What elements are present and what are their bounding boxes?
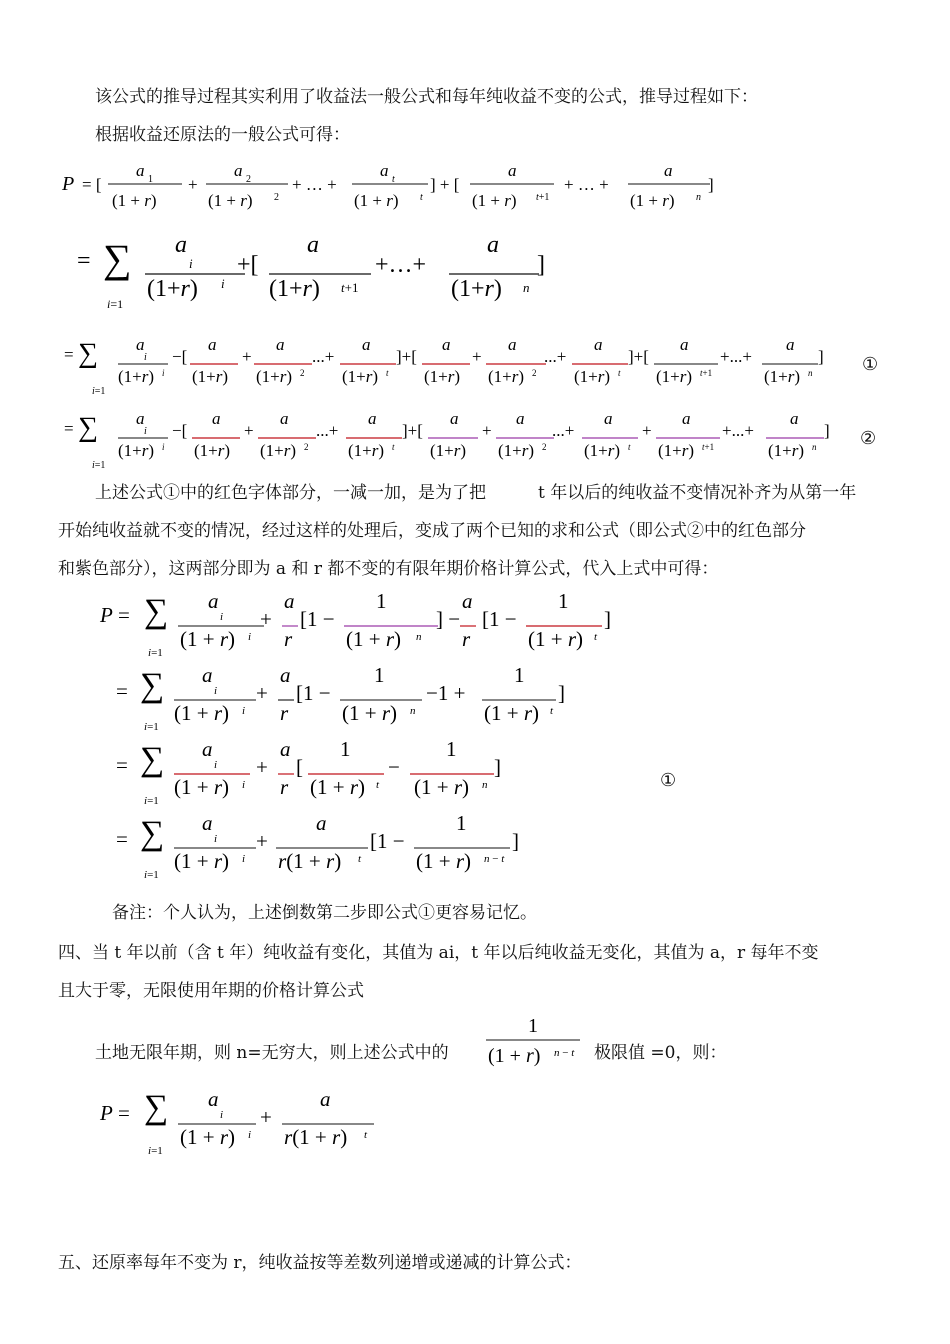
svg-text:a: a — [307, 232, 319, 258]
svg-text:1: 1 — [528, 1015, 538, 1037]
svg-text:i: i — [144, 426, 147, 437]
svg-text:]+[: ]+[ — [402, 421, 423, 440]
svg-text:a: a — [682, 409, 691, 428]
svg-text:(1+r): (1+r) — [451, 276, 502, 302]
marker-circle-1: ① — [862, 354, 879, 375]
paragraph-note: 备注：个人认为，上述倒数第二步即公式①更容易记忆。 — [112, 903, 537, 923]
svg-text:n: n — [808, 368, 813, 378]
svg-text:a: a — [316, 811, 327, 835]
svg-text:a: a — [462, 589, 473, 613]
section-4-limit-text-post: 极限值 =0，则： — [594, 1043, 727, 1063]
svg-text:]+[: ]+[ — [628, 347, 649, 366]
svg-text:a: a — [594, 335, 603, 354]
svg-text:n − t: n − t — [484, 853, 505, 865]
svg-text:(1 + r): (1 + r) — [112, 191, 157, 210]
svg-text:t: t — [628, 442, 631, 452]
svg-text:(1 + r): (1 + r) — [488, 1045, 541, 1067]
svg-text:a: a — [212, 409, 221, 428]
svg-text:a: a — [790, 409, 799, 428]
svg-text:a: a — [202, 663, 213, 687]
svg-text:2: 2 — [532, 368, 537, 378]
svg-text:2: 2 — [542, 442, 547, 452]
svg-text:a: a — [136, 335, 145, 354]
svg-text:(1 + r): (1 + r) — [414, 775, 470, 799]
svg-text:=: = — [118, 1101, 130, 1125]
paragraph-intro: 该公式的推导过程其实利用了收益法一般公式和每年纯收益不变的公式，推导过程如下： — [95, 87, 758, 107]
svg-text:(1+r): (1+r) — [118, 441, 155, 460]
svg-text:+ … +: + … + — [292, 175, 337, 194]
svg-text:+: + — [244, 421, 254, 440]
svg-text:a: a — [442, 335, 451, 354]
svg-text:∑: ∑ — [140, 815, 165, 852]
svg-text:t+1: t+1 — [700, 368, 713, 378]
svg-text:i: i — [162, 442, 165, 452]
svg-text:a: a — [362, 335, 371, 354]
svg-text:[1 −: [1 − — [300, 607, 335, 631]
svg-text:t: t — [358, 853, 362, 865]
svg-text:]: ] — [537, 252, 545, 278]
svg-text:r(1 + r): r(1 + r) — [284, 1125, 348, 1149]
svg-text:] + [: ] + [ — [430, 175, 460, 194]
svg-text:r(1 + r): r(1 + r) — [278, 849, 342, 873]
svg-text:i: i — [214, 833, 218, 845]
svg-text:i=1: i=1 — [148, 647, 163, 659]
svg-text:∑: ∑ — [140, 667, 165, 704]
svg-text:a: a — [368, 409, 377, 428]
paragraph-general-formula: 根据收益还原法的一般公式可得： — [95, 125, 350, 145]
svg-text:+…+: +…+ — [375, 252, 427, 278]
svg-text:+: + — [642, 421, 652, 440]
svg-text:1: 1 — [340, 737, 351, 761]
svg-text:(1+r): (1+r) — [192, 367, 229, 386]
svg-text:[1 −: [1 − — [296, 681, 331, 705]
svg-text:+: + — [256, 755, 268, 779]
svg-text:t: t — [392, 174, 395, 185]
svg-text:...+: ...+ — [544, 347, 567, 366]
section-4-heading-line2: 且大于零，无限使用年期的价格计算公式 — [58, 981, 364, 1001]
equation-substituted-3 — [112, 736, 532, 815]
svg-text:i: i — [214, 759, 218, 771]
svg-text:(1+r): (1+r) — [430, 441, 467, 460]
svg-text:=: = — [116, 679, 128, 703]
svg-text:(1+r): (1+r) — [584, 441, 621, 460]
svg-text:+ … +: + … + — [564, 175, 609, 194]
svg-text:[1 −: [1 − — [370, 829, 405, 853]
svg-text:i: i — [242, 853, 246, 865]
svg-text:(1 + r): (1 + r) — [346, 627, 402, 651]
svg-text:a: a — [280, 409, 289, 428]
svg-text:(1 + r): (1 + r) — [310, 775, 366, 799]
svg-text:(1+r): (1+r) — [348, 441, 385, 460]
svg-text:] −: ] − — [436, 607, 461, 631]
svg-text:2: 2 — [246, 174, 251, 185]
equation-sum-split — [75, 228, 575, 323]
svg-text:P: P — [100, 603, 113, 627]
svg-text:1: 1 — [456, 811, 467, 835]
svg-text:a: a — [380, 161, 389, 180]
svg-text:(1+r): (1+r) — [424, 367, 461, 386]
svg-text:a: a — [202, 737, 213, 761]
svg-text:a: a — [136, 409, 145, 428]
svg-text:=: = — [64, 345, 74, 364]
svg-text:r: r — [280, 701, 289, 725]
svg-text:i: i — [144, 352, 147, 363]
svg-text:+: + — [188, 175, 198, 194]
svg-text:a: a — [208, 335, 217, 354]
svg-text:1: 1 — [376, 589, 387, 613]
svg-text:(1 + r): (1 + r) — [416, 849, 472, 873]
svg-text:t: t — [420, 192, 423, 203]
paragraph-explanation-line1: 上述公式①中的红色字体部分，一减一加，是为了把 — [95, 483, 486, 503]
svg-text:1: 1 — [558, 589, 569, 613]
svg-text:]: ] — [494, 755, 501, 779]
svg-text:t: t — [386, 368, 389, 378]
svg-text:a: a — [234, 161, 243, 180]
svg-text:P: P — [62, 173, 75, 195]
svg-text:=: = — [116, 753, 128, 777]
svg-text:a: a — [664, 161, 673, 180]
svg-text:+: + — [472, 347, 482, 366]
svg-text:=: = — [77, 248, 91, 274]
svg-text:n: n — [482, 779, 488, 791]
equation-infinite-term — [98, 1084, 398, 1169]
svg-text:−[: −[ — [172, 347, 188, 366]
svg-text:r: r — [284, 627, 293, 651]
svg-text:=: = — [116, 827, 128, 851]
svg-text:a: a — [280, 663, 291, 687]
svg-text:a: a — [276, 335, 285, 354]
svg-text:(1+r): (1+r) — [764, 367, 801, 386]
svg-text:∑: ∑ — [140, 741, 165, 778]
equation-substituted-4 — [112, 810, 532, 889]
svg-text:a: a — [786, 335, 795, 354]
svg-text:−1 +: −1 + — [426, 681, 466, 705]
svg-text:a: a — [136, 161, 145, 180]
svg-text:...+: ...+ — [552, 421, 575, 440]
svg-text:∑: ∑ — [78, 338, 98, 369]
svg-text:i=1: i=1 — [144, 795, 159, 807]
svg-text:(1+r): (1+r) — [488, 367, 525, 386]
paragraph-explanation-line1-tail: t 年以后的纯收益不变情况补齐为从第一年 — [538, 483, 857, 503]
svg-text:i: i — [162, 368, 165, 378]
svg-text:(1+r): (1+r) — [269, 276, 320, 302]
svg-text:a: a — [280, 737, 291, 761]
svg-text:a: a — [508, 335, 517, 354]
svg-text:(1 + r): (1 + r) — [180, 627, 236, 651]
svg-text:(1+r): (1+r) — [194, 441, 231, 460]
svg-text:+: + — [482, 421, 492, 440]
svg-text:a: a — [202, 811, 213, 835]
svg-text:i=1: i=1 — [107, 297, 124, 311]
svg-text:i: i — [242, 779, 246, 791]
svg-text:a: a — [320, 1087, 331, 1111]
svg-text:n: n — [523, 280, 530, 295]
svg-text:+: + — [242, 347, 252, 366]
svg-text:+: + — [256, 829, 268, 853]
svg-text:[: [ — [296, 755, 303, 779]
svg-text:n: n — [410, 705, 416, 717]
svg-text:t+1: t+1 — [536, 192, 550, 203]
svg-text:(1 + r): (1 + r) — [342, 701, 398, 725]
svg-text:(1 + r): (1 + r) — [630, 191, 675, 210]
svg-text:i: i — [248, 1129, 252, 1141]
svg-text:i=1: i=1 — [144, 869, 159, 881]
svg-text:t+1: t+1 — [341, 280, 359, 295]
svg-text:i=1: i=1 — [148, 1145, 163, 1157]
section-4-limit-text-pre: 土地无限年期，则 n=无穷大，则上述公式中的 — [95, 1043, 449, 1063]
svg-text:a: a — [284, 589, 295, 613]
svg-text:(1+r): (1+r) — [342, 367, 379, 386]
svg-text:i: i — [221, 276, 225, 291]
svg-text:−[: −[ — [172, 421, 188, 440]
svg-text:+: + — [256, 681, 268, 705]
marker-circle-2: ② — [860, 428, 877, 449]
svg-text:2: 2 — [300, 368, 305, 378]
svg-text:(1 + r): (1 + r) — [354, 191, 399, 210]
svg-text:a: a — [450, 409, 459, 428]
svg-text:a: a — [175, 232, 187, 258]
svg-text:n: n — [696, 192, 701, 203]
svg-text:1: 1 — [374, 663, 385, 687]
svg-text:n: n — [416, 631, 422, 643]
svg-text:(1+r): (1+r) — [498, 441, 535, 460]
svg-text:a: a — [604, 409, 613, 428]
svg-text:1: 1 — [514, 663, 525, 687]
svg-text:+[: +[ — [237, 252, 259, 278]
svg-text:+...+: +...+ — [722, 421, 754, 440]
section-4-heading-line1: 四、当 t 年以前（含 t 年）纯收益有变化，其值为 ai，t 年以后纯收益无变化，其值为 a，r 每年不变 — [58, 943, 819, 963]
svg-text:=: = — [118, 603, 130, 627]
svg-text:a: a — [208, 589, 219, 613]
equation-red-purple-sums — [62, 404, 842, 475]
svg-text:(1+r): (1+r) — [260, 441, 297, 460]
svg-text:2: 2 — [304, 442, 309, 452]
svg-text:(1+r): (1+r) — [658, 441, 695, 460]
svg-text:a: a — [508, 161, 517, 180]
equation-general-expansion — [60, 158, 780, 223]
svg-text:t: t — [364, 1129, 368, 1141]
svg-text:]: ] — [512, 829, 519, 853]
svg-text:P: P — [100, 1101, 113, 1125]
marker-circle-1-repeat: ① — [660, 770, 677, 791]
svg-text:i: i — [248, 631, 252, 643]
svg-text:i=1: i=1 — [92, 460, 106, 471]
svg-text:i: i — [242, 705, 246, 717]
svg-text:(1 + r): (1 + r) — [528, 627, 584, 651]
svg-text:1: 1 — [148, 174, 153, 185]
svg-text:t: t — [392, 442, 395, 452]
paragraph-explanation-line2: 开始纯收益就不变的情况，经过这样的处理后，变成了两个已知的求和公式（即公式②中的红色部分 — [58, 521, 806, 541]
equation-substituted-1 — [98, 588, 638, 667]
svg-text:(1 + r): (1 + r) — [180, 1125, 236, 1149]
inline-fraction-limit — [484, 1010, 594, 1077]
svg-text:a: a — [208, 1087, 219, 1111]
svg-text:t: t — [594, 631, 598, 643]
svg-text:(1+r): (1+r) — [574, 367, 611, 386]
svg-text:∑: ∑ — [103, 236, 132, 281]
svg-text:i=1: i=1 — [92, 386, 106, 397]
svg-text:]: ] — [604, 607, 611, 631]
section-5-heading: 五、还原率每年不变为 r，纯收益按等差数列递增或递减的计算公式： — [58, 1253, 582, 1273]
svg-text:]+[: ]+[ — [396, 347, 417, 366]
svg-text:a: a — [516, 409, 525, 428]
svg-text:r: r — [462, 627, 471, 651]
svg-text:(1+r): (1+r) — [256, 367, 293, 386]
svg-text:(1+r): (1+r) — [118, 367, 155, 386]
svg-text:a: a — [680, 335, 689, 354]
svg-text:(1+r): (1+r) — [656, 367, 693, 386]
svg-text:a: a — [487, 232, 499, 258]
svg-text:]: ] — [708, 175, 714, 194]
svg-text:i: i — [189, 256, 193, 271]
svg-text:]: ] — [824, 421, 830, 440]
svg-text:]: ] — [818, 347, 824, 366]
svg-text:n: n — [812, 442, 817, 452]
svg-text:∑: ∑ — [144, 1089, 169, 1126]
paragraph-explanation-line3: 和紫色部分），这两部分即为 a 和 r 都不变的有限年期价格计算公式，代入上式中可得： — [58, 559, 719, 579]
equation-red-add-subtract — [62, 330, 832, 401]
svg-text:i: i — [220, 1109, 224, 1121]
svg-text:∑: ∑ — [78, 412, 98, 443]
svg-text:2: 2 — [274, 192, 279, 203]
svg-text:i: i — [214, 685, 218, 697]
equation-substituted-2 — [112, 662, 592, 741]
svg-text:−: − — [388, 755, 400, 779]
svg-text:i=1: i=1 — [144, 721, 159, 733]
svg-text:n − t: n − t — [554, 1047, 575, 1059]
svg-text:+: + — [260, 1105, 272, 1129]
svg-text:...+: ...+ — [316, 421, 339, 440]
svg-text:t+1: t+1 — [702, 442, 715, 452]
svg-text:+...+: +...+ — [720, 347, 752, 366]
svg-text:(1 + r): (1 + r) — [174, 701, 230, 725]
svg-text:(1+r): (1+r) — [768, 441, 805, 460]
svg-text:(1+r): (1+r) — [147, 276, 198, 302]
svg-text:]: ] — [558, 681, 565, 705]
svg-text:r: r — [280, 775, 289, 799]
svg-text:[1 −: [1 − — [482, 607, 517, 631]
svg-text:(1 + r): (1 + r) — [472, 191, 517, 210]
svg-text:(1 + r): (1 + r) — [484, 701, 540, 725]
svg-text:(1 + r): (1 + r) — [208, 191, 253, 210]
svg-text:t: t — [550, 705, 554, 717]
svg-text:= [: = [ — [82, 175, 102, 194]
svg-text:=: = — [64, 419, 74, 438]
svg-text:i: i — [220, 611, 224, 623]
svg-text:∑: ∑ — [144, 593, 169, 630]
svg-text:t: t — [618, 368, 621, 378]
svg-text:...+: ...+ — [312, 347, 335, 366]
svg-text:(1 + r): (1 + r) — [174, 849, 230, 873]
svg-text:1: 1 — [446, 737, 457, 761]
svg-text:+: + — [260, 607, 272, 631]
svg-text:(1 + r): (1 + r) — [174, 775, 230, 799]
svg-text:t: t — [376, 779, 380, 791]
